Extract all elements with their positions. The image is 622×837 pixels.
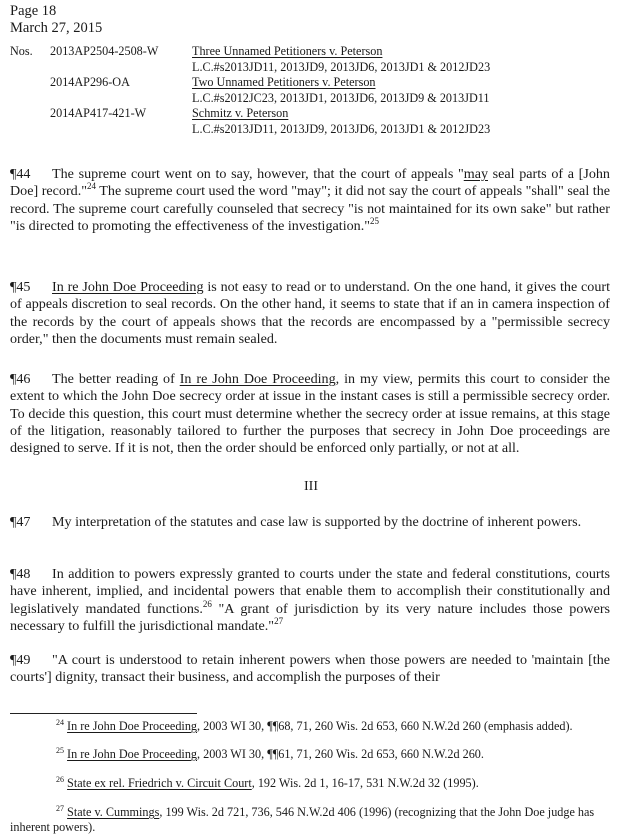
caption-row xyxy=(10,75,490,91)
paragraph-number: ¶45 xyxy=(10,279,31,295)
case-number: 2014AP296-OA xyxy=(50,75,130,89)
case-citation: In re John Doe Proceeding xyxy=(67,747,198,761)
footnote-ref[interactable]: 27 xyxy=(274,615,284,626)
caption-row xyxy=(10,60,490,76)
case-citation: In re John Doe Proceeding xyxy=(179,371,336,387)
header-date: March 27, 2015 xyxy=(10,20,103,36)
case-citation: State v. Cummings xyxy=(67,805,160,819)
footnote-26: $^{26}$ State ex rel. Friedrich v. Circuit Court, 192 Wis. 2d 1, 16-17, 531 N.W.2d 32 (1995). xyxy=(56,775,479,790)
page-number: Page 18 xyxy=(10,3,57,19)
case-number: 2013AP2504-2508-W xyxy=(50,44,159,58)
paragraph-number: ¶47 xyxy=(10,514,31,530)
caption-row xyxy=(10,122,490,138)
case-name: Schmitz v. Peterson xyxy=(192,106,289,120)
lower-court-numbers: L.C.#s2013JD11, 2013JD9, 2013JD6, 2013JD1 & 2012JD23 xyxy=(192,121,491,136)
footnote-number: 26 xyxy=(56,775,64,784)
case-citation: In re John Doe Proceeding xyxy=(67,719,198,733)
caption-row xyxy=(10,106,490,122)
case-name: Two Unnamed Petitioners v. Peterson xyxy=(192,75,376,89)
paragraph-44: ¶44 The supreme court went on to say, however, that the court of appeals "may seal parts of a [John Doe] record."$^{24}$ The supreme court used the word "may"; it did not say the court of appeals "shall" seal the record. The supreme court carefully counseled that secrecy "is not maintained for its own sake" but rather "is directed to promoting the effectiveness of the investigation."$^{25}$ xyxy=(10,166,610,234)
section-heading: III xyxy=(304,479,318,494)
case-citation: State ex rel. Friedrich v. Circuit Court xyxy=(67,776,252,790)
paragraph-number: ¶49 xyxy=(10,652,31,668)
footnote-divider xyxy=(10,713,197,714)
nos-label: Nos. xyxy=(10,44,33,58)
case-citation: In re John Doe Proceeding xyxy=(52,279,204,295)
footnote-24: $^{24}$ In re John Doe Proceeding, 2003 WI 30, ¶¶68, 71, 260 Wis. 2d 653, 660 N.W.2d 260 (emphasis added). xyxy=(56,718,573,733)
paragraph-number: ¶46 xyxy=(10,371,31,387)
footnote-ref[interactable]: 25 xyxy=(369,215,379,226)
caption-row xyxy=(10,91,490,107)
paragraph-49: ¶49 "A court is understood to retain inherent powers when those powers are needed to 'maintain [the courts'] dignity, transact their business, and accomplish the purposes of their xyxy=(10,652,610,686)
footnote-number: 25 xyxy=(56,746,64,755)
case-name: Three Unnamed Petitioners v. Peterson xyxy=(192,44,383,58)
caption-row xyxy=(10,44,490,60)
footnote-ref[interactable]: 24 xyxy=(87,181,96,192)
footnote-number: 24 xyxy=(56,718,64,727)
paragraph-47: ¶47 My interpretation of the statutes and case law is supported by the doctrine of inherent powers. xyxy=(10,514,582,530)
footnote-27: $^{27}$ State v. Cummings, 199 Wis. 2d 721, 736, 546 N.W.2d 406 (1996) (recognizing that the John Doe judge has inherent powers). xyxy=(10,804,595,834)
lower-court-numbers: L.C.#s2012JC23, 2013JD1, 2013JD6, 2013JD9 & 2013JD11 xyxy=(192,90,490,105)
case-number: 2014AP417-421-W xyxy=(50,106,147,120)
footnote-ref[interactable]: 26 xyxy=(202,598,212,609)
paragraph-48: ¶48 In addition to powers expressly granted to courts under the state and federal constitutions, courts have inherent, implied, and incidental powers that enable them to accomplish their constitutionally and legislatively mandated functions.$^{26}$ "A grant of jurisdiction by its very nature includes those powers necessary to fulfill the jurisdictional mandate."$^{27}$ xyxy=(10,566,610,634)
paragraph-number: ¶48 xyxy=(10,566,31,582)
emphasis: may xyxy=(463,166,488,182)
lower-court-numbers: L.C.#s2013JD11, 2013JD9, 2013JD6, 2013JD1 & 2012JD23 xyxy=(192,59,491,74)
case-caption xyxy=(10,44,490,137)
footnote-number: 27 xyxy=(56,804,64,813)
page-header xyxy=(10,3,102,37)
footnote-25: $^{25}$ In re John Doe Proceeding, 2003 WI 30, ¶¶61, 71, 260 Wis. 2d 653, 660 N.W.2d 260. xyxy=(56,746,484,761)
paragraph-45: ¶45 In re John Doe Proceeding is not easy to read or to understand. On the one hand, it gives the court of appeals discretion to seal records. On the other hand, it seems to state that if an in camera inspection of the records by the court of appeals shows that the records are encompassed by a "permissible secrecy order," then the documents must remain sealed. xyxy=(10,279,610,347)
paragraph-46: ¶46 The better reading of In re John Doe Proceeding, in my view, permits this court to consider the extent to which the John Doe secrecy order at issue in the instant cases is still a permissible secrecy order. To decide this question, this court must determine whether the secrecy order at issue remains, at this stage of the litigation, reasonably tailored to further the purposes that secrecy in John Doe proceedings are designed to serve. If it is not, then the order should be enforced only partially, or not at all. xyxy=(10,371,611,457)
paragraph-number: ¶44 xyxy=(10,166,31,182)
